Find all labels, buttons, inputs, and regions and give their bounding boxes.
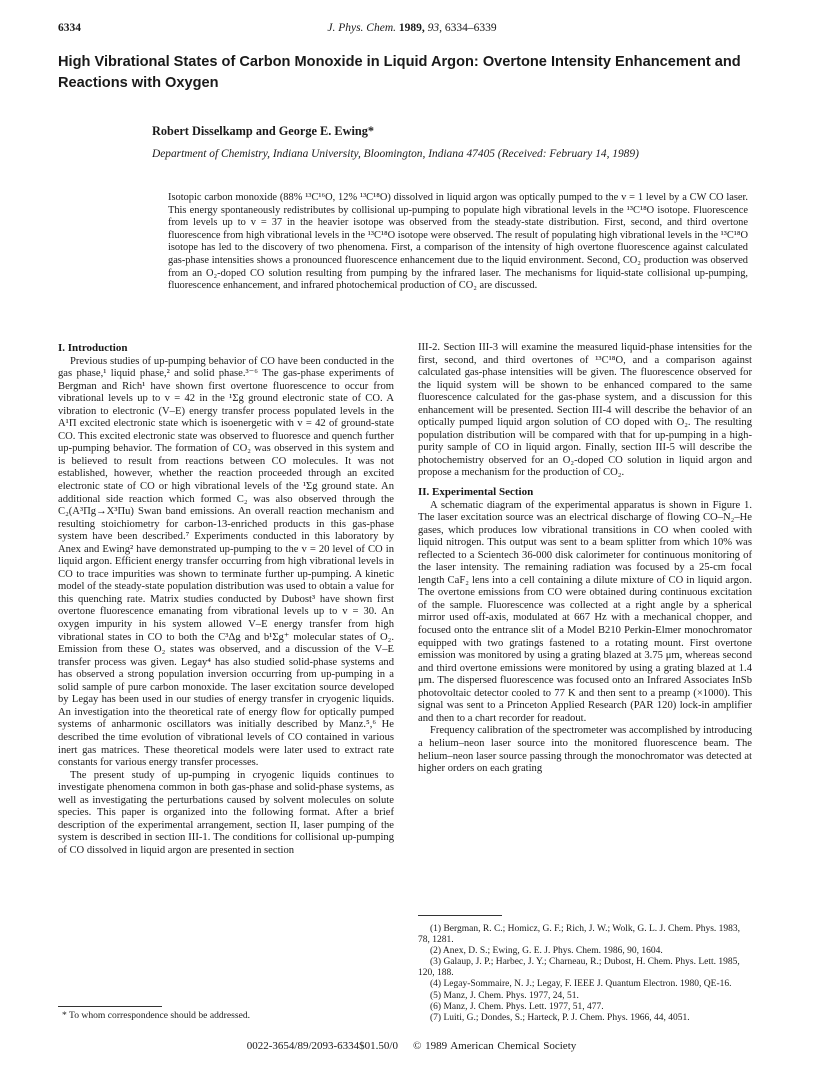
journal-volume: 93, (427, 22, 443, 34)
intro-paragraph-2: The present study of up-pumping in cryogenic liquids continues to investigate phenomena common in both gas-phase and solid-phase systems, as well as investigating the perturbations caused by solvent molecules on solute species. This paper is organized into the following format. After a brief description of the experimental arrangement, section II, laser pumping of the system is described in section III-1. The conditions for collisional up-pumping of CO dissolved in liquid argon are presented in section (58, 769, 394, 856)
reference-item: (4) Legay-Sommaire, N. J.; Legay, F. IEEE J. Quantum Electron. 1980, QE-16. (430, 979, 732, 990)
journal-year: 1989, (398, 22, 425, 34)
intro-paragraph-1: Previous studies of up-pumping behavior of CO have been conducted in the gas phase,¹ liquid phase,² and solid phase.³⁻⁶ The gas-phase experiments of Bergman and Rich¹ have shown first overtone fluorescence to occur from vibrational levels up to v = 42 in the ¹Σg ground electronic state of CO. A vibration to electronic (V–E) energy transfer process populated levels in the A¹Π excited electronic state which is isoenergetic with v = 42 of ground-state CO. This excited electronic state was observed to fluoresce and quench further up-pumping behavior. The formation of CO₂ was observed in this system and is believed to result from reactions between CO molecules. It was not established, however, whether the reaction proceeded through an excited electronic state of CO or high vibrational levels of the ¹Σg ground state. An additional side reaction which formed C₂ was also observed through the C₂(A³Πg→X³Πu) Swan band emissions. An overall reaction mechanism and resulting stoichiometry for carbon-13-enriched products in this gas-phase system have been described.⁷ Experiments conducted in this laboratory by Anex and Ewing² have demonstrated up-pumping to the v = 20 level of CO in liquid argon. Efficient energy transfer occurring from high vibrational levels in CO to trace impurities was shown to terminate further up-pumping. A kinetic model of the steady-state population distribution was used to obtain a value for this quenching rate. Matrix studies conducted by Dubost³ have shown first overtone fluorescence emanating from vibrational levels up to v = 30. An oxygen impurity in his system allowed V–E energy transfer from high vibrational states in CO to both the C³Δg and b¹Σg⁺ molecular states of O₂. Emission from these O₂ states was observed, and a discussion of the V–E transfer process was given. Legay⁴ has also studied solid-phase systems and has observed a strong population inversion occurring from up-pumping in a solid sample of pure carbon monoxide. The laser excitation source developed by Legay has been used in our studies of energy transfer in cryogenic liquids. An investigation into the theoretical rate of energy flow for optically pumped systems of anharmonic oscillators was initially described by Manz.⁵,⁶ He described the time evolution of vibrational levels of CO contained in various inert gas matrices. These theoretical models were later used to extract rate constants for various energy transfer processes. (58, 355, 394, 769)
references-rule (418, 915, 502, 916)
reference-item: (6) Manz, J. Chem. Phys. Lett. 1977, 51, 477. (430, 1001, 604, 1012)
reference-item: (5) Manz, J. Chem. Phys. 1977, 24, 51. (430, 990, 579, 1001)
correspondence-footnote: * To whom correspondence should be addressed. (62, 1010, 251, 1021)
footnote-rule (58, 1006, 162, 1007)
reference-item: (1) Bergman, R. C.; Homicz, G. F.; Rich, J. W.; Wolk, G. L. J. Chem. Phys. 1983, 78, 1281. (418, 924, 741, 946)
experimental-paragraph-2: Frequency calibration of the spectrometer was accomplished by introducing a helium–neon laser source into the monitored fluorescence beam. The helium–neon laser source passing through the monochromator was detected at higher orders on each grating (418, 725, 752, 775)
publication-code: 0022-3654/89/2093-6334$01.50/0 (246, 1040, 398, 1052)
authors: Robert Disselkamp and George E. Ewing* (152, 124, 375, 138)
paper-title: High Vibrational States of Carbon Monoxide in Liquid Argon: Overtone Intensity Enhancement and Reactions with Oxygen (58, 54, 741, 91)
journal-pages: 6334–6339 (444, 22, 497, 34)
reference-item: (3) Galaup, J. P.; Harbec, J. Y.; Charneau, R.; Dubost, H. Chem. Phys. Lett. 1985, 120, 188. (418, 957, 740, 979)
reference-item: (2) Anex, D. S.; Ewing, G. E. J. Phys. Chem. 1986, 90, 1604. (430, 946, 663, 957)
section-heading-experimental: II. Experimental Section (418, 486, 534, 499)
experimental-paragraph-1: A schematic diagram of the experimental apparatus is shown in Figure 1. The laser excitation source was an electrical discharge of flowing CO–N₂–He gases, which produces low vibrational transitions in CO when cooled with liquid nitrogen. This output was sent to a beam splitter from which 10% was reflected to a Scientech 36-000 disk calorimeter for continuous monitoring of the laser intensity. The remaining radiation was focused by a 25-cm focal length CaF₂ lens into a cell containing a dilute mixture of CO in liquid argon. The overtone emissions from CO were obtained during continuous excitation of the sample. Fluorescence was collected at a right angle by a spherical mirror used off-axis, modulated at 667 Hz with a mechanical chopper, and focused onto the entrance slit of a Model B210 Perkin-Elmer monochromator equipped with two gratings fastened to a rotating mount. First overtone emission was monitored by using a grating blazed at 3.75 μm, whereas second and third overtone emissions were monitored by using a grating blazed at 1.4 μm. The dispersed fluorescence was focused onto an Infrared Associates InSb photovoltaic detector cooled to 77 K and then sent to a preamp (×1000). This signal was sent to a Princeton Applied Research (PAR 120) lock-in amplifier and then to a chart recorder for readout. (418, 499, 752, 724)
left-column (58, 342, 394, 857)
references (418, 915, 752, 1024)
intro-paragraph-2-continued: III-2. Section III-3 will examine the measured liquid-phase intensities for the first, second, and third overtones of ¹³C¹⁸O, and a comparison against calculated gas-phase intensities will be given. The fluorescence observed for the liquid system will be shown to be enhanced compared to the same fluorescence calculated for the gas-phase system, and a discussion for this enhancement will be presented. Section III-4 will describe the behavior of an optically pumped liquid argon solution of CO doped with O₂. The resulting population distribution will be compared with that for up-pumping in a high-purity sample of CO in liquid argon. Finally, section III-5 will describe the photochemistry observed for an O₂-doped CO solution in liquid argon and propose a mechanism for the production of CO₂. (418, 342, 752, 479)
affiliation: Department of Chemistry, Indiana University, Bloomington, Indiana 47405 (Received: February 14, 1989) (152, 148, 639, 160)
journal-citation (58, 22, 766, 34)
section-heading-introduction: I. Introduction (58, 342, 128, 354)
page-number: 6334 (58, 22, 81, 34)
running-header (58, 22, 766, 38)
reference-item: (7) Luiti, G.; Dondes, S.; Harteck, P. J. Chem. Phys. 1966, 44, 4051. (430, 1012, 690, 1023)
journal-name: J. Phys. Chem. (327, 22, 397, 34)
right-column (418, 342, 752, 776)
copyright: © 1989 American Chemical Society (412, 1040, 577, 1052)
page-footer (0, 1040, 823, 1052)
abstract-text: Isotopic carbon monoxide (88% ¹³C¹⁶O, 12% ¹³C¹⁸O) dissolved in liquid argon was optically pumped to the v = 1 level by a CW CO laser. This energy spontaneously redistributes by collisional up-pumping to populate high vibrational levels in the ¹³C¹⁸O isotope. Fluorescence from levels up to v = 37 in the heavier isotope was observed from the steady-state distribution. First, second, and third overtone fluorescence from high vibrational levels in the ¹³C¹⁸O isotope were observed. The result of populating high vibrational levels in the ¹³C¹⁸O isotope has led to the discovery of two phenomena. First, a comparison of the intensity of high overtone fluorescence against calculated gas-phase intensities shows a pronounced fluorescence enhancement due to the liquid environment. Second, CO₂ production was observed from an O₂-doped CO solution resulting from pumping by the infrared laser. The mechanisms for liquid-state collisional up-pumping, fluorescence enhancement, and infrared photochemical production of CO₂ are discussed. (168, 192, 748, 292)
abstract (168, 192, 748, 293)
